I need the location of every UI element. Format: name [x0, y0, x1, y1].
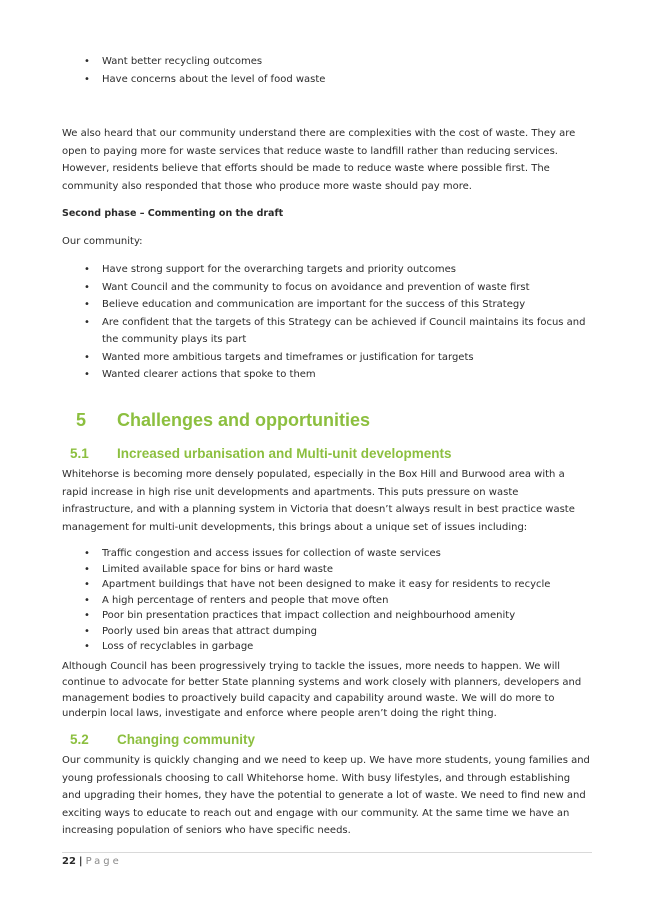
section-number: 5 — [76, 410, 87, 430]
urbanisation-closing: Although Council has been progressively trying to tackle the issues, more needs to happen. We will continue to advocate for better State planning systems and work closely with planners, developers and management bodies to proactively build capacity and capability around waste. We will do more to underpin local laws, investigate and enforce where people aren’t doing the right thing. — [62, 661, 582, 720]
list-item: • Apartment buildings that have not been designed to make it easy for residents to recycle — [80, 577, 592, 593]
page-label: Page — [85, 856, 122, 867]
bullet-list-top — [80, 53, 592, 88]
list-item: • Want Council and the community to focus on avoidance and prevention of waste first — [80, 279, 592, 297]
footer-divider — [62, 852, 592, 853]
list-item: • Want better recycling outcomes — [80, 53, 592, 71]
subsection-title: Changing community — [117, 732, 255, 747]
subsection-title: Increased urbanisation and Multi-unit developments — [117, 446, 452, 461]
list-item: • Have strong support for the overarching targets and priority outcomes — [80, 261, 592, 279]
urbanisation-intro: Whitehorse is becoming more densely populated, especially in the Box Hill and Burwood area with a rapid increase in high rise unit developments and apartments. This puts pressure on waste infrastructure, and with a planning system in Victoria that doesn’t always result in best practice waste management for multi-unit developments, this brings about a unique set of issues including: — [62, 469, 575, 533]
list-item: • A high percentage of renters and people that move often — [80, 593, 592, 609]
list-item: • Are confident that the targets of this Strategy can be achieved if Council maintains its focus and the community plays its part — [80, 314, 592, 349]
subsection-number: 5.1 — [70, 446, 89, 461]
list-item: • Believe education and communication are important for the success of this Strategy — [80, 296, 592, 314]
our-community-label: Our community: — [62, 236, 143, 247]
subsection-number: 5.2 — [70, 732, 89, 747]
footer-separator: | — [78, 856, 83, 867]
subsection-heading-5-2 — [70, 732, 255, 747]
section-heading — [76, 410, 370, 431]
list-item: • Have concerns about the level of food waste — [80, 71, 592, 89]
page-number: 22 — [62, 856, 76, 867]
list-item: • Wanted more ambitious targets and timeframes or justification for targets — [80, 349, 592, 367]
subsection-heading-5-1 — [70, 446, 452, 461]
list-item: • Loss of recyclables in garbage — [80, 639, 592, 655]
list-item: • Poor bin presentation practices that impact collection and neighbourhood amenity — [80, 608, 592, 624]
bullet-list-second-phase — [80, 261, 592, 384]
changing-community-body: Our community is quickly changing and we need to keep up. We have more students, young families and young professionals choosing to call Whitehorse home. With busy lifestyles, and through establishing and upgrading their homes, they have the potential to generate a lot of waste. We need to find new and exciting ways to educate to reach out and engage with our community. At the same time we have an increasing population of seniors who have specific needs. — [62, 755, 590, 836]
page-footer — [62, 856, 122, 867]
list-item: • Poorly used bin areas that attract dumping — [80, 624, 592, 640]
paragraph-community-heard: We also heard that our community understand there are complexities with the cost of waste. They are open to paying more for waste services that reduce waste to landfill rather than reducing services. However, residents believe that efforts should be made to reduce waste where possible first. The community also responded that those who produce more waste should pay more. — [62, 128, 576, 192]
section-title: Challenges and opportunities — [117, 410, 371, 430]
bullet-list-urbanisation — [80, 546, 592, 655]
second-phase-heading: Second phase – Commenting on the draft — [62, 208, 284, 219]
list-item: • Traffic congestion and access issues for collection of waste services — [80, 546, 592, 562]
list-item: • Wanted clearer actions that spoke to them — [80, 366, 592, 384]
list-item: • Limited available space for bins or hard waste — [80, 562, 592, 578]
